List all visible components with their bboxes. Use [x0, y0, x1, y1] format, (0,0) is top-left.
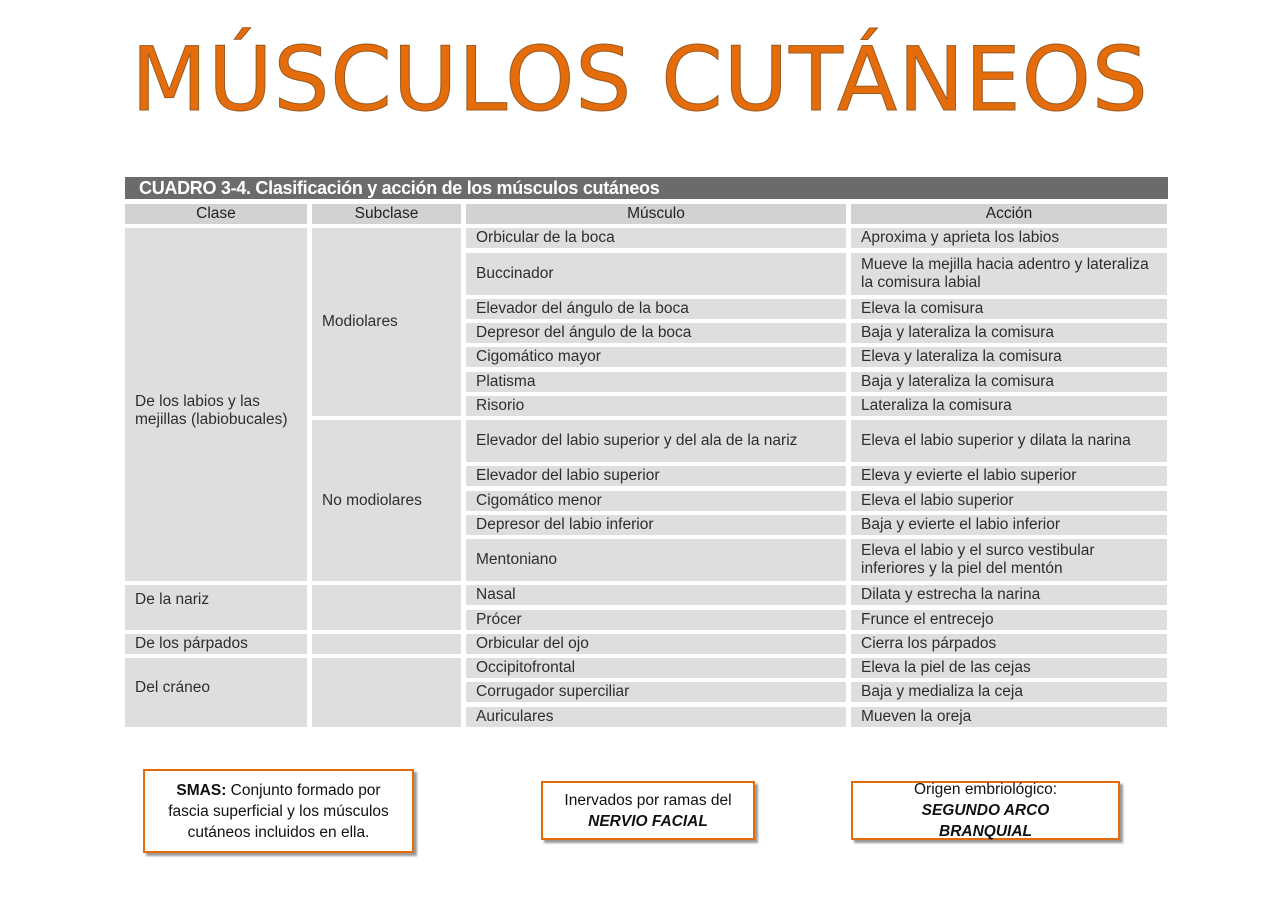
origin-text: Origen embriológico:	[913, 781, 1057, 798]
muscle-cell: Elevador del labio superior	[466, 466, 846, 486]
action-cell: Frunce el entrecejo	[851, 610, 1167, 630]
smas-text: Conjunto formado por fascia superficial y los músculos cutáneos incluidos en ella.	[168, 781, 389, 841]
muscle-cell: Orbicular de la boca	[466, 228, 846, 248]
nerve-note	[541, 781, 755, 840]
smas-note	[143, 769, 414, 853]
smas-label: SMAS:	[176, 781, 227, 799]
clase-parpados: De los párpados	[125, 634, 307, 654]
subclase-empty	[312, 634, 461, 654]
origin-note	[851, 781, 1120, 840]
muscle-cell: Buccinador	[466, 253, 846, 295]
header-musculo: Músculo	[466, 204, 846, 224]
muscle-cell: Depresor del ángulo de la boca	[466, 323, 846, 343]
table-caption: CUADRO 3-4. Clasificación y acción de los músculos cutáneos	[125, 177, 1168, 199]
muscle-cell: Elevador del ángulo de la boca	[466, 299, 846, 319]
muscle-cell: Risorio	[466, 396, 846, 416]
action-cell: Eleva la piel de las cejas	[851, 658, 1167, 678]
muscles-table	[125, 204, 1168, 727]
header-clase: Clase	[125, 204, 307, 224]
muscle-cell: Orbicular del ojo	[466, 634, 846, 654]
action-cell: Cierra los párpados	[851, 634, 1167, 654]
muscle-cell: Corrugador superciliar	[466, 682, 846, 702]
action-cell: Eleva el labio superior	[851, 491, 1167, 511]
subclase-empty	[312, 658, 461, 727]
subclase-empty	[312, 585, 461, 629]
muscle-cell: Prócer	[466, 610, 846, 630]
clase-labiobucales: De los labios y las mejillas (labiobucales)	[125, 228, 307, 581]
muscle-cell: Occipitofrontal	[466, 658, 846, 678]
action-cell: Baja y medializa la ceja	[851, 682, 1167, 702]
slide-title: MÚSCULOS CUTÁNEOS	[131, 28, 1149, 131]
action-cell: Baja y lateraliza la comisura	[851, 372, 1167, 392]
action-cell: Eleva la comisura	[851, 299, 1167, 319]
action-cell: Mueven la oreja	[851, 707, 1167, 727]
subclase-no-modiolares: No modiolares	[312, 420, 461, 581]
action-cell: Baja y lateraliza la comisura	[851, 323, 1167, 343]
muscle-cell: Elevador del labio superior y del ala de la nariz	[466, 420, 846, 462]
nerve-bold: NERVIO FACIAL	[588, 812, 708, 830]
action-cell: Eleva el labio y el surco vestibular inferiores y la piel del mentón	[851, 539, 1167, 581]
action-cell: Lateraliza la comisura	[851, 396, 1167, 416]
muscle-cell: Cigomático menor	[466, 491, 846, 511]
action-cell: Dilata y estrecha la narina	[851, 585, 1167, 605]
origin-bold: SEGUNDO ARCO BRANQUIAL	[921, 802, 1050, 840]
action-cell: Eleva y lateraliza la comisura	[851, 347, 1167, 367]
muscle-cell: Auriculares	[466, 707, 846, 727]
clase-nariz: De la nariz	[125, 585, 307, 629]
action-cell: Eleva el labio superior y dilata la narina	[851, 420, 1167, 462]
header-subclase: Subclase	[312, 204, 461, 224]
muscle-cell: Platisma	[466, 372, 846, 392]
muscle-cell: Nasal	[466, 585, 846, 605]
nerve-text: Inervados por ramas del	[564, 791, 732, 809]
muscle-cell: Depresor del labio inferior	[466, 515, 846, 535]
subclase-modiolares: Modiolares	[312, 228, 461, 416]
muscle-cell: Cigomático mayor	[466, 347, 846, 367]
action-cell: Baja y evierte el labio inferior	[851, 515, 1167, 535]
header-accion: Acción	[851, 204, 1167, 224]
muscle-cell: Mentoniano	[466, 539, 846, 581]
action-cell: Aproxima y aprieta los labios	[851, 228, 1167, 248]
clase-craneo: Del cráneo	[125, 658, 307, 727]
action-cell: Mueve la mejilla hacia adentro y lateraliza la comisura labial	[851, 253, 1167, 295]
action-cell: Eleva y evierte el labio superior	[851, 466, 1167, 486]
